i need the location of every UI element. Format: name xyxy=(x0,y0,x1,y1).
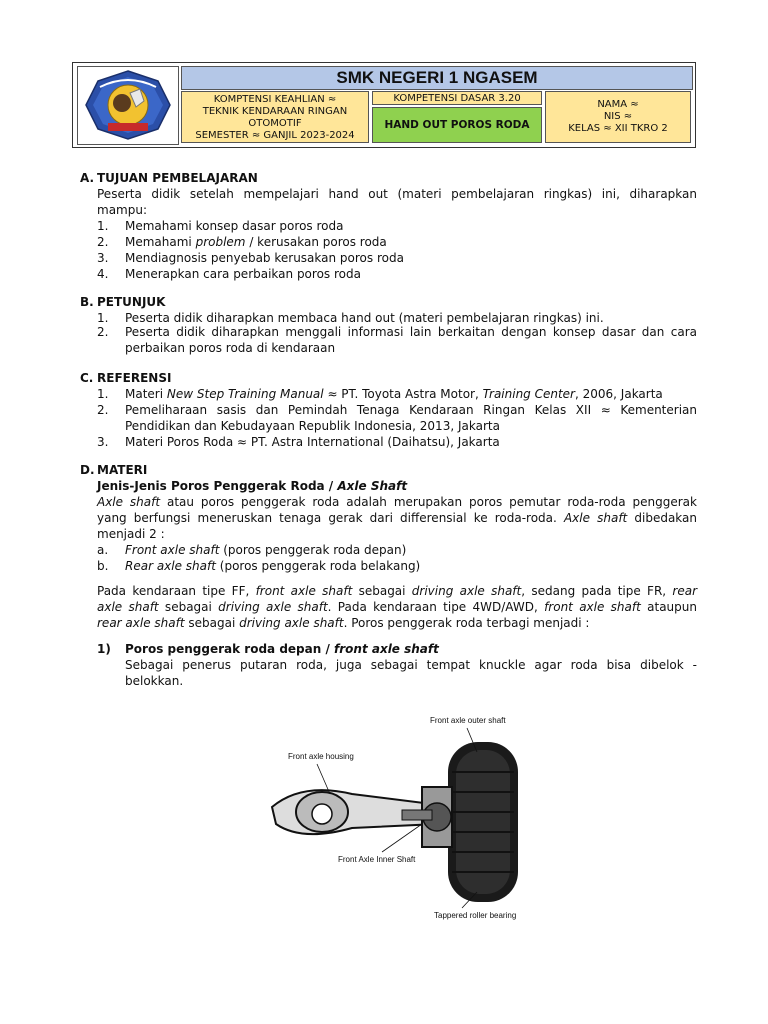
list-number: 2. xyxy=(97,235,109,249)
nis-field: NIS ≈ xyxy=(603,111,633,122)
reference-item: Pemeliharaan sasis dan Pemindah Tenaga Kendaraan Ringan Kelas XII ≈ Kementerian xyxy=(125,403,697,417)
axle-diagram xyxy=(262,712,532,927)
list-number: 1. xyxy=(97,311,109,325)
handout-cell: HAND OUT POROS RODA xyxy=(372,107,542,143)
list-item: Mendiagnosis penyebab kerusakan poros roda xyxy=(125,251,404,265)
list-number: 3. xyxy=(97,435,109,449)
section-b-letter: B. xyxy=(80,295,94,309)
list-item: Memahami konsep dasar poros roda xyxy=(125,219,344,233)
list-item: Peserta didik diharapkan membaca hand out (materi pembelajaran ringkas) ini. xyxy=(125,311,604,325)
komp-line1: KOMPTENSI KEAHLIAN ≈ xyxy=(213,94,337,105)
list-number: 2. xyxy=(97,325,109,339)
reference-item-cont: Pendidikan dan Kebudayaan Republik Indonesia, 2013, Jakarta xyxy=(125,419,500,433)
kd-cell: KOMPETENSI DASAR 3.20 xyxy=(372,91,542,105)
paragraph-line: axle shaft sebagai driving axle shaft. Pada kendaraan tipe 4WD/AWD, front axle shaft ataupun xyxy=(97,600,697,614)
section-a-title: TUJUAN PEMBELAJARAN xyxy=(97,171,258,185)
list-item: Memahami problem / kerusakan poros roda xyxy=(125,235,387,249)
paragraph-line: menjadi 2 : xyxy=(97,527,165,541)
list-item: Menerapkan cara perbaikan poros roda xyxy=(125,267,361,281)
reference-item: Materi New Step Training Manual ≈ PT. Toyota Astra Motor, Training Center, 2006, Jakarta xyxy=(125,387,663,401)
section-b-title: PETUNJUK xyxy=(97,295,166,309)
subheading: Jenis-Jenis Poros Penggerak Roda / Axle Shaft xyxy=(97,479,408,493)
paragraph-line: belokkan. xyxy=(125,674,184,688)
list-letter: a. xyxy=(97,543,109,557)
paragraph-line: rear axle shaft sebagai driving axle shaft. Poros penggerak roda terbagi menjadi : xyxy=(97,616,590,630)
front-axle-illustration xyxy=(262,712,532,927)
komp-line2: TEKNIK KENDARAAN RINGAN xyxy=(202,106,348,117)
section-a-intro: Peserta didik setelah mempelajari hand out (materi pembelajaran ringkas) ini, diharapkan xyxy=(97,187,697,201)
label-housing: Front axle housing xyxy=(288,752,354,761)
section-d-letter: D. xyxy=(80,463,95,477)
paragraph-line: Axle shaft atau poros penggerak roda adalah merupakan poros pemutar roda-roda penggerak xyxy=(97,495,697,509)
section-c-title: REFERENSI xyxy=(97,371,172,385)
section-c-letter: C. xyxy=(80,371,94,385)
paragraph-line: yang berfungsi meneruskan tenaga gerak dari differensial ke roda-roda. Axle shaft dibedakan xyxy=(97,511,698,525)
list-letter: b. xyxy=(97,559,109,573)
section-a-letter: A. xyxy=(80,171,95,185)
paragraph-line: Sebagai penerus putaran roda, juga sebagai tempat knuckle agar roda bisa dibelok - xyxy=(125,658,697,672)
reference-item: Materi Poros Roda ≈ PT. Astra International (Daihatsu), Jakarta xyxy=(125,435,500,449)
list-item: Peserta didik diharapkan menggali informasi lain berkaitan dengan konsep dasar dan cara xyxy=(125,325,697,339)
list-number: 4. xyxy=(97,267,109,281)
label-inner-shaft: Front Axle Inner Shaft xyxy=(338,855,416,864)
list-item: Rear axle shaft (poros penggerak roda belakang) xyxy=(125,559,421,573)
list-item: Front axle shaft (poros penggerak roda depan) xyxy=(125,543,407,557)
komp-line3: OTOMOTIF xyxy=(248,118,302,129)
list-number: 1. xyxy=(97,387,109,401)
section-a-intro2: mampu: xyxy=(97,203,147,217)
list-number: 1. xyxy=(97,219,109,233)
section-d-title: MATERI xyxy=(97,463,148,477)
subsection-number: 1) xyxy=(97,642,111,656)
list-number: 2. xyxy=(97,403,109,417)
subsection-title: Poros penggerak roda depan / front axle shaft xyxy=(125,642,439,656)
school-title: SMK NEGERI 1 NGASEM xyxy=(181,66,693,90)
paragraph-line: Pada kendaraan tipe FF, front axle shaft sebagai driving axle shaft, sedang pada tipe FR, rear xyxy=(97,584,698,598)
nama-field: NAMA ≈ xyxy=(597,99,639,110)
list-item-cont: perbaikan poros roda di kendaraan xyxy=(125,341,336,355)
label-bearing: Tappered roller bearing xyxy=(434,911,517,920)
kelas-field: KELAS ≈ XII TKRO 2 xyxy=(568,123,668,134)
label-outer-shaft: Front axle outer shaft xyxy=(430,716,506,725)
list-number: 3. xyxy=(97,251,109,265)
komp-line4: SEMESTER ≈ GANJIL 2023-2024 xyxy=(195,130,355,141)
